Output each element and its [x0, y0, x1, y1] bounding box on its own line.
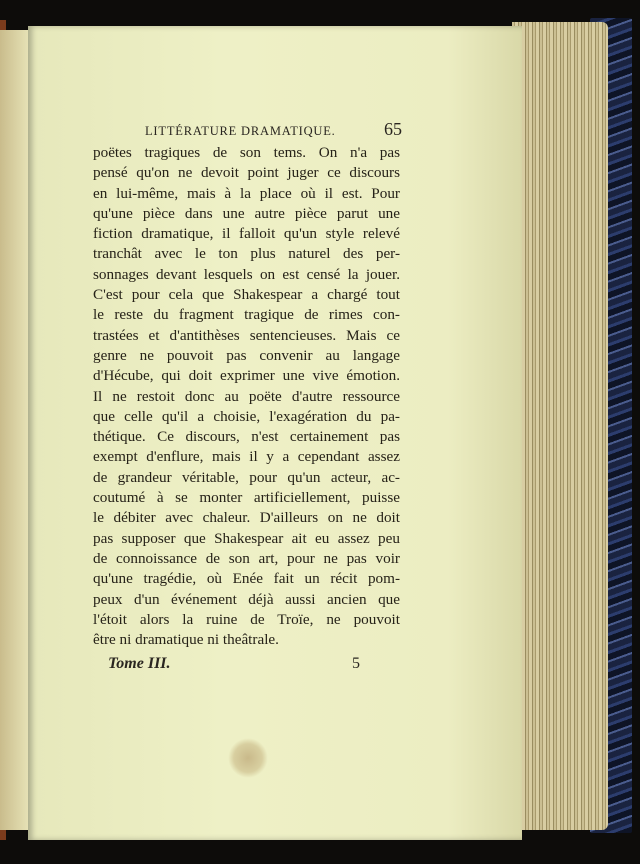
text-line: qu'une pièce dans une autre pièce parut une	[93, 204, 400, 222]
paper-stain	[228, 738, 268, 778]
text-line: que celle qu'il a choisie, l'exagération du pa-	[93, 407, 400, 425]
body-text	[93, 143, 400, 650]
page-header	[145, 119, 402, 141]
text-line: d'Hécube, qui doit exprimer une vive émotion.	[93, 367, 400, 385]
page-edges	[512, 22, 608, 830]
facing-page-edge	[0, 30, 31, 830]
text-line: poëtes tragiques de son tems. On n'a pas	[93, 144, 400, 161]
page-footer	[108, 654, 360, 674]
text-line: exempt d'enflure, mais il y a cependant assez	[93, 448, 400, 466]
text-line: qu'une tragédie, où Enée fait un récit pom-	[93, 570, 400, 588]
text-line: tranchât avec le ton plus naturel des per-	[93, 245, 400, 263]
text-line: coutumé à se monter artificiellement, puisse	[93, 489, 400, 507]
text-line: être ni dramatique ni theâtrale.	[93, 631, 279, 649]
text-line: C'est pour cela que Shakespear a chargé tout	[93, 286, 400, 304]
text-line: l'étoit alors la ruine de Troïe, ne pouvoit	[93, 610, 400, 628]
text-line: peux d'un événement déjà aussi ancien que	[93, 590, 400, 608]
page-number: 65	[384, 119, 402, 139]
text-line: trastées et d'antithèses sentencieuses. Mais ce	[93, 326, 400, 344]
text-line: sonnages devant lesquels on est censé la jouer.	[93, 265, 400, 283]
text-line: Il ne restoit donc au poëte d'autre ressource	[93, 387, 400, 405]
text-line: pas supposer que Shakespear ait eu assez peu	[93, 529, 400, 547]
text-line: de grandeur véritable, pour qu'un acteur, ac-	[93, 468, 400, 486]
text-line: genre ne pouvoit pas convenir au langage	[93, 346, 400, 364]
text-line: de connoissance de son art, pour ne pas voir	[93, 549, 400, 567]
text-line: le reste du fragment tragique de rimes con-	[93, 306, 400, 324]
text-line: en lui-même, mais à la place où il est. Pour	[93, 184, 400, 202]
running-title: LITTÉRATURE DRAMATIQUE.	[145, 124, 336, 138]
signature-mark: 5	[352, 655, 360, 672]
text-line: fiction dramatique, il falloit qu'un style relevé	[93, 225, 400, 243]
text-line: thétique. Ce discours, n'est certainement pas	[93, 428, 400, 446]
volume-label: Tome III.	[108, 655, 171, 672]
text-line: le débiter avec chaleur. D'ailleurs on ne doit	[93, 509, 400, 527]
text-line: pensé qu'on ne devoit point juger ce discours	[93, 164, 400, 182]
